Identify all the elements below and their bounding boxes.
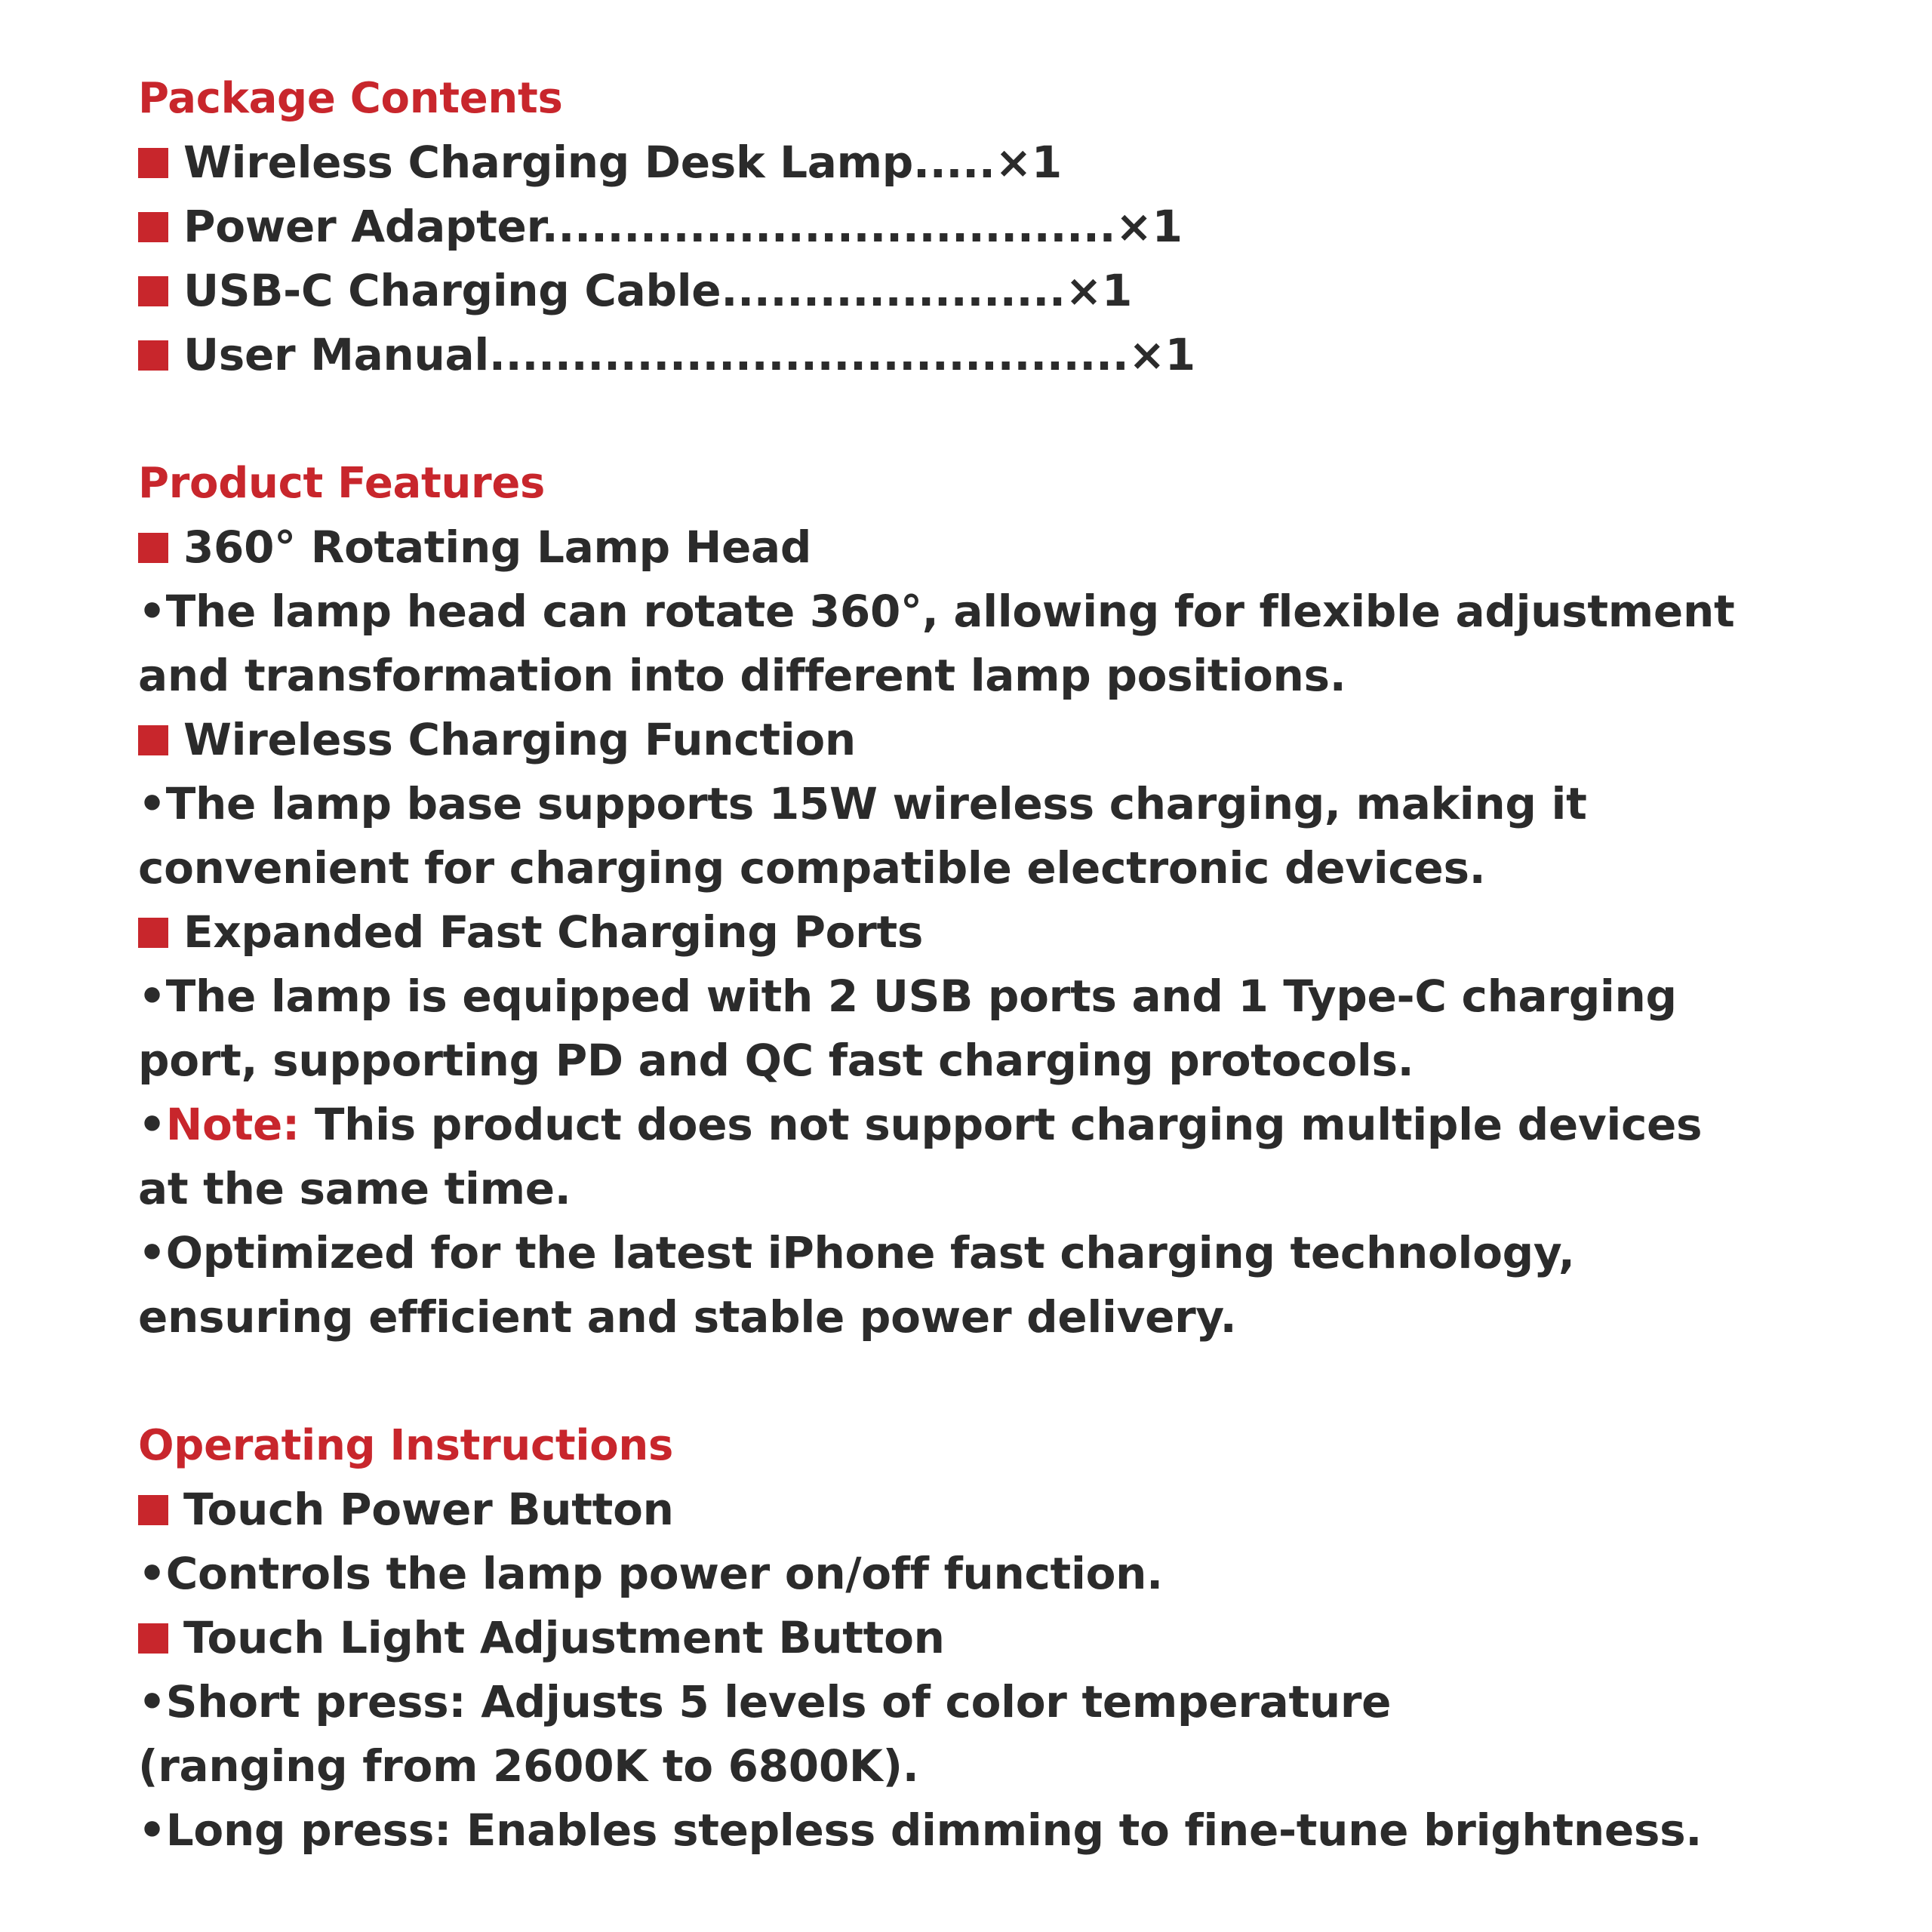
feature-description: •The lamp is equipped with 2 USB ports and 1 Type-C charging bbox=[138, 971, 1677, 1022]
instruction-description: •Short press: Adjusts 5 levels of color temperature bbox=[138, 1676, 1392, 1727]
package-item bbox=[138, 195, 1821, 259]
feature-description: •The lamp head can rotate 360°, allowing for flexible adjustment bbox=[138, 586, 1735, 637]
note-label: Note: bbox=[165, 1099, 300, 1150]
instruction-title-text: Touch Power Button bbox=[183, 1484, 674, 1535]
feature-description: •The lamp base supports 15W wireless charging, making it bbox=[138, 778, 1587, 829]
feature-title bbox=[138, 900, 1821, 964]
feature-title-text: Wireless Charging Function bbox=[183, 714, 856, 765]
operating-instructions-heading: Operating Instructions bbox=[138, 1421, 674, 1470]
note-line bbox=[138, 1093, 1821, 1157]
red-square-bullet-icon bbox=[138, 148, 168, 178]
red-square-bullet-icon bbox=[138, 918, 168, 948]
instruction-description: •Long press: Enables stepless dimming to fine-tune brightness. bbox=[138, 1804, 1703, 1856]
package-item-text: User Manual.......................................×1 bbox=[183, 329, 1195, 380]
package-item-text: Wireless Charging Desk Lamp.....×1 bbox=[183, 137, 1062, 188]
section-spacer bbox=[138, 387, 1821, 451]
red-square-bullet-icon bbox=[138, 1623, 168, 1654]
red-square-bullet-icon bbox=[138, 725, 168, 755]
feature-description: ensuring efficient and stable power delivery. bbox=[138, 1291, 1237, 1343]
feature-description: •Optimized for the latest iPhone fast charging technology, bbox=[138, 1227, 1575, 1278]
manual-page bbox=[138, 66, 1821, 1863]
package-item bbox=[138, 131, 1821, 195]
feature-description: and transformation into different lamp positions. bbox=[138, 650, 1346, 701]
instruction-description: (ranging from 2600K to 6800K). bbox=[138, 1740, 919, 1792]
red-square-bullet-icon bbox=[138, 212, 168, 242]
feature-description: port, supporting PD and QC fast charging protocols. bbox=[138, 1035, 1414, 1086]
instruction-description: •Controls the lamp power on/off function. bbox=[138, 1548, 1163, 1599]
red-square-bullet-icon bbox=[138, 1495, 168, 1525]
instruction-title-text: Touch Light Adjustment Button bbox=[183, 1612, 945, 1663]
note-text: This product does not support charging multiple devices bbox=[299, 1099, 1703, 1150]
red-square-bullet-icon bbox=[138, 340, 168, 371]
product-features-heading: Product Features bbox=[138, 459, 546, 508]
instruction-title bbox=[138, 1606, 1821, 1670]
red-square-bullet-icon bbox=[138, 276, 168, 306]
feature-description: convenient for charging compatible electronic devices. bbox=[138, 842, 1486, 894]
note-bullet: • bbox=[138, 1099, 166, 1150]
feature-title-text: 360° Rotating Lamp Head bbox=[183, 521, 812, 573]
package-item-text: USB-C Charging Cable.....................×1 bbox=[183, 265, 1133, 316]
package-item-text: Power Adapter...................................×1 bbox=[183, 201, 1183, 252]
feature-title bbox=[138, 515, 1821, 580]
package-contents-heading: Package Contents bbox=[138, 74, 563, 123]
note-line-continued: at the same time. bbox=[138, 1163, 571, 1214]
section-spacer bbox=[138, 1349, 1821, 1414]
feature-title bbox=[138, 708, 1821, 772]
package-item bbox=[138, 323, 1821, 387]
package-item bbox=[138, 259, 1821, 323]
instruction-title bbox=[138, 1478, 1821, 1542]
feature-title-text: Expanded Fast Charging Ports bbox=[183, 906, 924, 958]
red-square-bullet-icon bbox=[138, 533, 168, 563]
